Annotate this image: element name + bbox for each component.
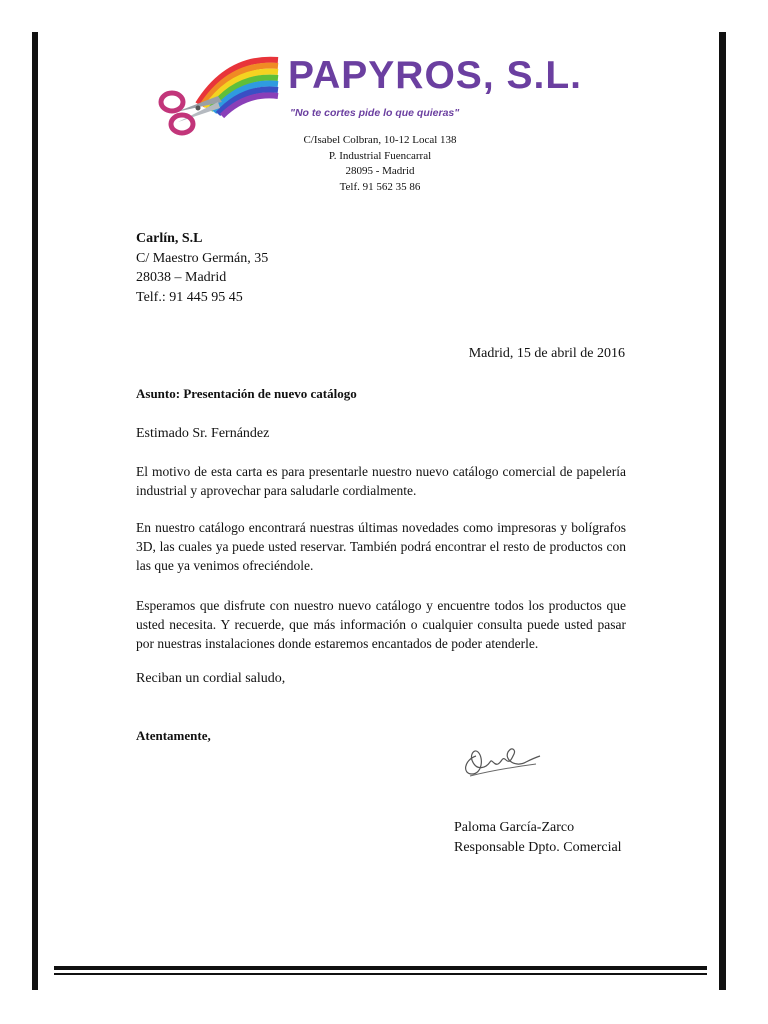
signer-name: Paloma García-Zarco	[454, 820, 575, 835]
recipient-name: Carlín, S.L	[136, 231, 203, 246]
letter-signoff: Atentamente,	[136, 728, 211, 743]
company-name: PAPYROS, S.L.	[288, 54, 582, 97]
letter-subject: Asunto: Presentación de nuevo catálogo	[136, 386, 357, 401]
handwritten-signature-icon	[456, 738, 546, 788]
recipient-city: 28038 – Madrid	[136, 270, 227, 285]
body-paragraph-3: Esperamos que disfrute con nuestro nuevo catálogo y encuentre todos los productos que usted necesita. Y recuerde, que más información o cualquier consulta puede usted pasar por nuestras instalaciones donde estaremos encantados de poder atenderle.	[136, 598, 626, 651]
sender-address	[260, 133, 500, 195]
body-paragraph-2: En nuestro catálogo encontrará nuestras últimas novedades como impresoras y bolígrafos 3D, las cuales ya puede usted reservar. También podrá encontrar el resto de productos con las que ya venimos ofreciéndole.	[136, 520, 626, 573]
page-border-left	[32, 32, 38, 990]
recipient-address	[136, 229, 268, 307]
letter-date: Madrid, 15 de abril de 2016	[468, 346, 625, 361]
sender-area: P. Industrial Fuencarral	[328, 149, 432, 162]
letter-closing: Reciban un cordial saludo,	[136, 671, 286, 686]
company-slogan: "No te cortes pide lo que quieras"	[290, 107, 460, 119]
sender-city: 28095 - Madrid	[345, 165, 415, 177]
footer-rule-thick	[54, 966, 707, 970]
signer-block	[454, 818, 622, 858]
footer-rule-thin	[54, 973, 707, 975]
sender-phone: Telf. 91 562 35 86	[339, 180, 421, 193]
sender-street: C/Isabel Colbran, 10-12 Local 138	[303, 134, 457, 146]
letter-greeting: Estimado Sr. Fernández	[136, 426, 270, 441]
recipient-street: C/ Maestro Germán, 35	[136, 250, 269, 266]
page-border-right	[719, 32, 726, 990]
recipient-phone: Telf.: 91 445 95 45	[136, 289, 243, 305]
signer-title: Responsable Dpto. Comercial	[454, 840, 622, 855]
body-paragraph-1: El motivo de esta carta es para presentarle nuestro nuevo catálogo comercial de papelería industrial y aprovechar para saludarle cordialmente.	[136, 464, 626, 498]
